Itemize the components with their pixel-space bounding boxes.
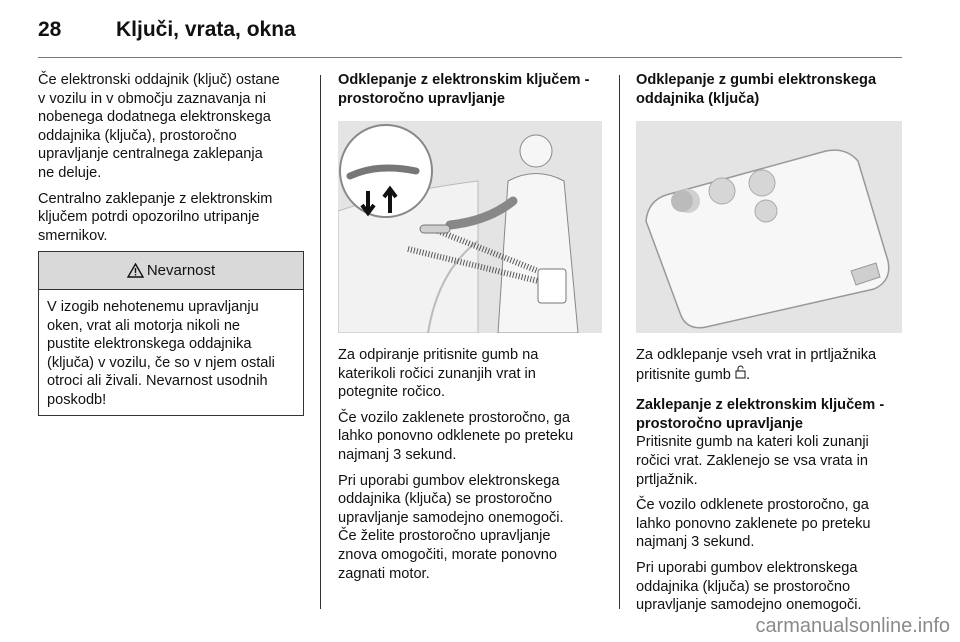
page-title: Ključi, vrata, okna [116,18,296,41]
column-3 [636,71,906,108]
page-header [38,14,918,54]
col3-paragraph-4: Pri uporabi gumbov elektronskega oddajnika (ključa) se prostoročno upravljanje samodejno onemogoči. [636,559,862,614]
column-1 [38,71,306,252]
col2-paragraph-2: Če vozilo zaklenete prostoročno, ga lahko ponovno odklenete po preteku najmanj 3 sekund. [338,409,574,463]
danger-box [38,251,304,416]
col2-paragraph-1: Za odpiranje pritisnite gumb na katerikoli ročici zunanjih vrat in potegnite ročico. [338,347,539,401]
col3-paragraph-3: Če vozilo odklenete prostoročno, ga lahko ponovno zaklenete po preteku najmanj 3 sekund. [636,497,871,551]
danger-header [39,252,303,290]
col2-paragraph-3: Pri uporabi gumbov elektronskega oddajnika (ključa) se prostoročno upravljanje samodejno onemogoči. Če želite prostoročno upravljanje znova omogočiti, morate ponovno zagnati motor. [338,472,564,582]
danger-text: V izogib nehotenemu upravljanju oken, vrat ali motorja nikoli ne pustite elektronskega oddajnika (ključa) v vozilu, če so v njem ostali otroci ali živali. Nevarnost usodnih poskodb! [47,299,275,408]
col3-paragraph-1: Za odklepanje vseh vrat in prtljažnika pritisnite gumb . [636,347,877,383]
column-2-body [338,346,606,590]
hands-free-unlock-illustration [338,121,602,333]
col3-paragraph-1-text: Za odklepanje vseh vrat in prtljažnika pritisnite gumb [636,347,877,383]
column-divider-1 [320,75,321,609]
col3-paragraph-2: Pritisnite gumb na kateri koli zunanji ročici vrat. Zaklenejo se vsa vrata in prtljažnik. [636,434,869,488]
column-3-body [636,346,906,622]
col3-heading-1: Odklepanje z gumbi elektronskega oddajnika (ključa) [636,72,877,107]
col1-paragraph-2: Centralno zaklepanje z elektronskim ključem potrdi opozorilno utripanje smernikov. [38,190,273,244]
header-rule [38,57,902,58]
column-2 [338,71,606,108]
unlock-icon [735,365,746,385]
col2-heading: Odklepanje z elektronskim ključem - prostoročno upravljanje [338,72,590,107]
column-divider-2 [619,75,620,609]
col1-paragraph-1: Če elektronski oddajnik (ključ) ostane v vozilu in v območju zaznavanja ni nobenega dodatnega elektronskega oddajnika (ključa), prostoročno upravljanje centralnega zaklepanja ne deluje. [38,72,280,181]
danger-title: Nevarnost [146,262,216,279]
warning-triangle-icon [127,263,144,278]
col3-heading-2: Zaklepanje z elektronskim ključem - prostoročno upravljanje [636,397,885,432]
key-card-illustration [636,121,902,333]
page-number: 28 [38,18,62,41]
watermark: carmanualsonline.info [755,615,950,637]
